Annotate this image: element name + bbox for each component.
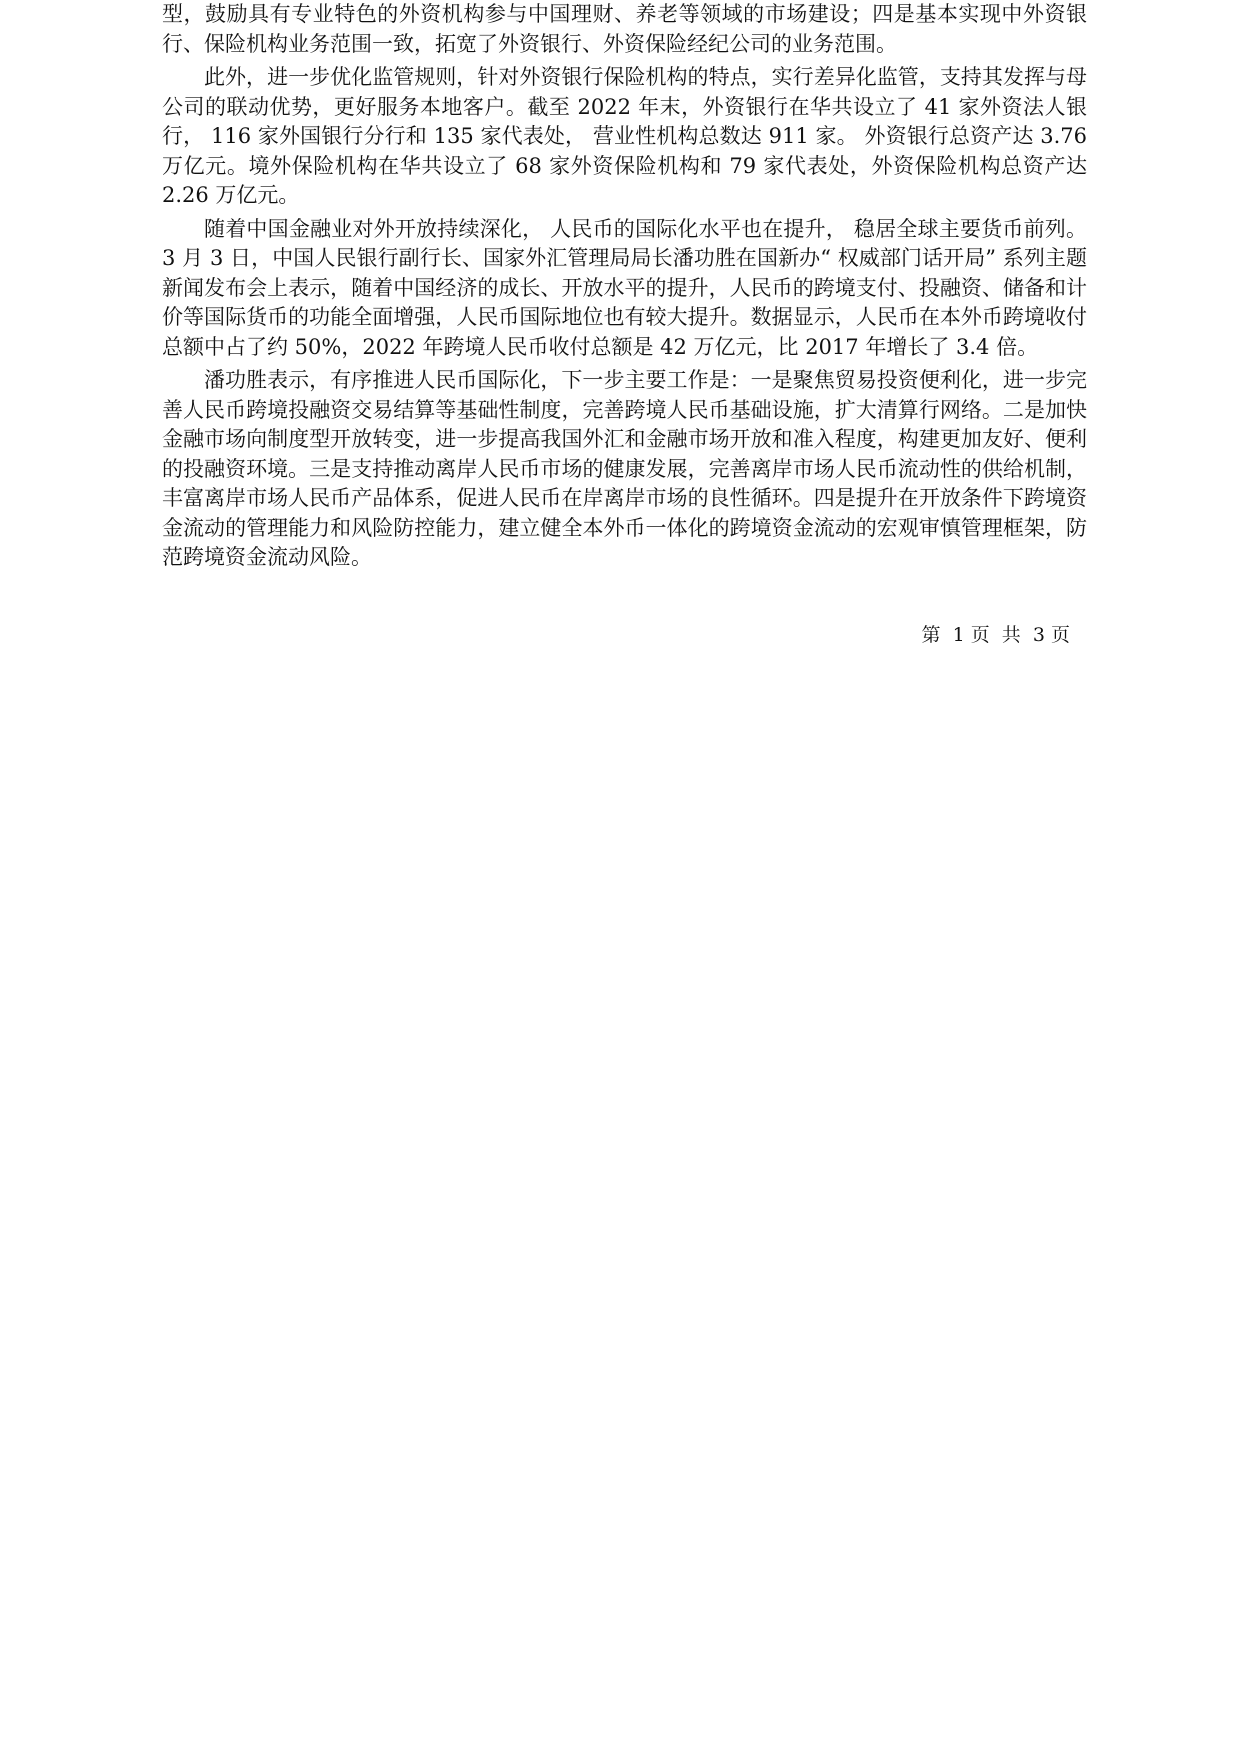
paragraph-3: 随着中国金融业对外开放持续深化， 人民币的国际化水平也在提升， 稳居全球主要货币前列。3 月 3 日，中国人民银行副行长、国家外汇管理局局长潘功胜在国新办“ 权威部门话开局” 系列主题新闻发布会上表示，随着中国经济的成长、开放水平的提升，人民币的跨境支付、投融资、储备和计价等国际货币的功能全面增强，人民币国际地位也有较大提升。数据显示，人民币在本外币跨境收付总额中占了约 50%，2022 年跨境人民币收付总额是 42 万亿元，比 2017 年增长了 3.4 倍。 [162,216,1087,359]
body-text [162,0,1087,577]
paragraph-1: 型，鼓励具有专业特色的外资机构参与中国理财、养老等领域的市场建设；四是基本实现中外资银行、保险机构业务范围一致，拓宽了外资银行、外资保险经纪公司的业务范围。 [162,2,1087,56]
page-number-footer: 第 1 页 共 3 页 [921,624,1070,646]
paragraph-4: 潘功胜表示，有序推进人民币国际化，下一步主要工作是：一是聚焦贸易投资便利化，进一步完善人民币跨境投融资交易结算等基础性制度，完善跨境人民币基础设施，扩大清算行网络。二是加快金融市场向制度型开放转变，进一步提高我国外汇和金融市场开放和准入程度，构建更加友好、便利的投融资环境。三是支持推动离岸人民币市场的健康发展，完善离岸市场人民币流动性的供给机制，丰富离岸市场人民币产品体系，促进人民币在岸离岸市场的良性循环。四是提升在开放条件下跨境资金流动的管理能力和风险防控能力，建立健全本外币一体化的跨境资金流动的宏观审慎管理框架，防范跨境资金流动风险。 [162,368,1087,569]
paragraph-2: 此外，进一步优化监管规则，针对外资银行保险机构的特点，实行差异化监管，支持其发挥与母公司的联动优势，更好服务本地客户。截至 2022 年末，外资银行在华共设立了 41 家外资法人银行， 116 家外国银行分行和 135 家代表处， 营业性机构总数达 911 家。 外资银行总资产达 3.76 万亿元。境外保险机构在华共设立了 68 家外资保险机构和 79 家代表处，外资保险机构总资产达 2.26 万亿元。 [162,65,1087,207]
